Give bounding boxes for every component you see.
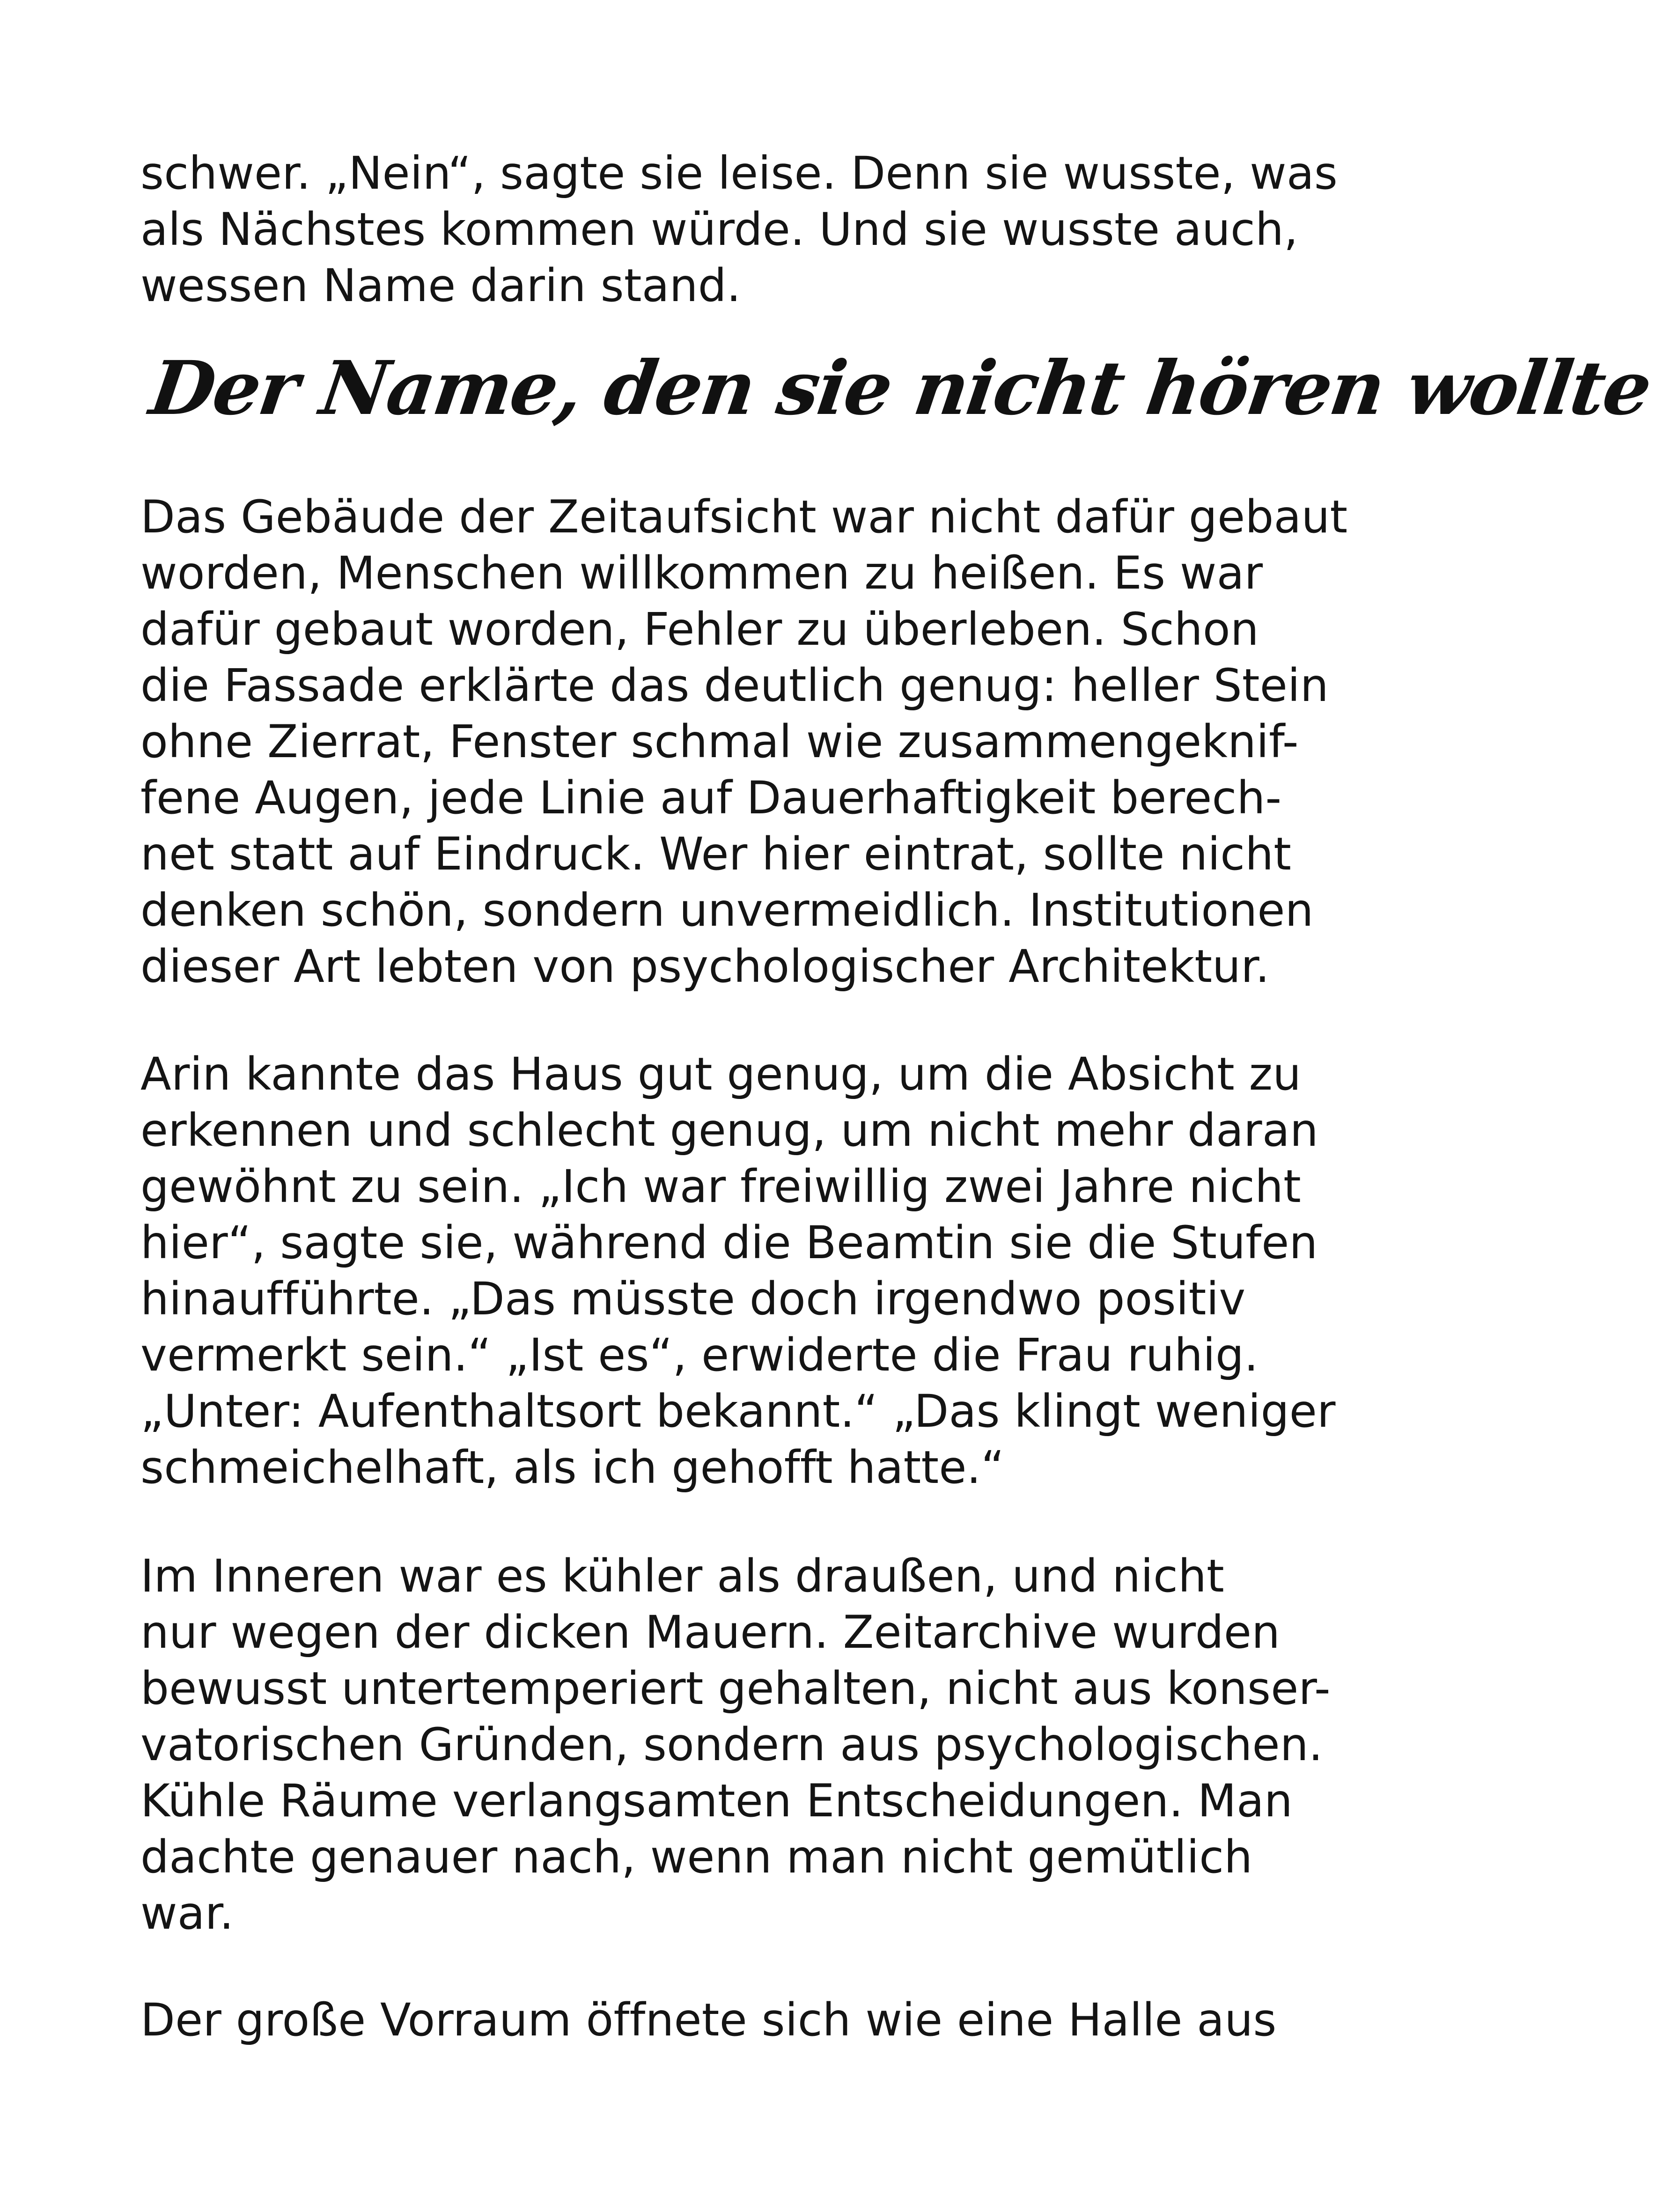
chapter-heading: Der Name, den sie nicht hören wollte: [145, 345, 1656, 432]
text-line: denken schön, sondern unvermeidlich. Institutionen: [140, 884, 1314, 936]
text-line: Der große Vorraum öffnete sich wie eine Halle aus: [140, 1994, 1277, 2046]
paragraph: [140, 1992, 1320, 2048]
text-line: die Fassade erklärte das deutlich genug: heller Stein: [140, 659, 1329, 712]
text-line: wessen Name darin stand.: [140, 259, 741, 312]
paragraph: [140, 1548, 1331, 1941]
text-line: als Nächstes kommen würde. Und sie wusste auch,: [140, 203, 1298, 256]
text-line: schmeichelhaft, als ich gehofft hatte.“: [140, 1441, 1005, 1494]
text-line: bewusst untertemperiert gehalten, nicht aus konser-: [140, 1662, 1331, 1715]
text-line: „Unter: Aufenthaltsort bekannt.“ „Das klingt weniger: [140, 1385, 1336, 1438]
text-line: dachte genauer nach, wenn man nicht gemütlich: [140, 1831, 1253, 1883]
text-line: hier“, sagte sie, während die Beamtin sie die Stufen: [140, 1217, 1318, 1269]
paragraph: [140, 489, 1348, 995]
text-line: Arin kannte das Haus gut genug, um die Absicht zu: [140, 1048, 1302, 1100]
text-line: vatorischen Gründen, sondern aus psychologischen.: [140, 1718, 1323, 1771]
text-line: war.: [140, 1887, 234, 1939]
text-line: Das Gebäude der Zeitaufsicht war nicht dafür gebaut: [140, 491, 1348, 543]
text-line: gewöhnt zu sein. „Ich war freiwillig zwei Jahre nicht: [140, 1160, 1301, 1213]
text-line: hinaufführte. „Das müsste doch irgendwo positiv: [140, 1273, 1246, 1325]
paragraph-continued: [140, 145, 1338, 314]
text-line: erkennen und schlecht genug, um nicht mehr daran: [140, 1104, 1318, 1157]
text-line: dafür gebaut worden, Fehler zu überleben. Schon: [140, 603, 1259, 656]
text-line: schwer. „Nein“, sagte sie leise. Denn sie wusste, was: [140, 147, 1338, 199]
text-line: Kühle Räume verlangsamten Entscheidungen. Man: [140, 1775, 1293, 1827]
text-line: nur wegen der dicken Mauern. Zeitarchive wurden: [140, 1606, 1281, 1659]
text-line: ohne Zierrat, Fenster schmal wie zusammengeknif-: [140, 715, 1299, 768]
text-line: dieser Art lebten von psychologischer Architektur.: [140, 940, 1270, 993]
text-line: fene Augen, jede Linie auf Dauerhaftigkeit berech-: [140, 772, 1282, 824]
text-line: worden, Menschen willkommen zu heißen. Es war: [140, 547, 1263, 599]
text-line: net statt auf Eindruck. Wer hier eintrat, sollte nicht: [140, 828, 1292, 880]
paragraph: [140, 1046, 1336, 1496]
text-line: vermerkt sein.“ „Ist es“, erwiderte die Frau ruhig.: [140, 1329, 1259, 1381]
text-line: Im Inneren war es kühler als draußen, und nicht: [140, 1550, 1224, 1602]
